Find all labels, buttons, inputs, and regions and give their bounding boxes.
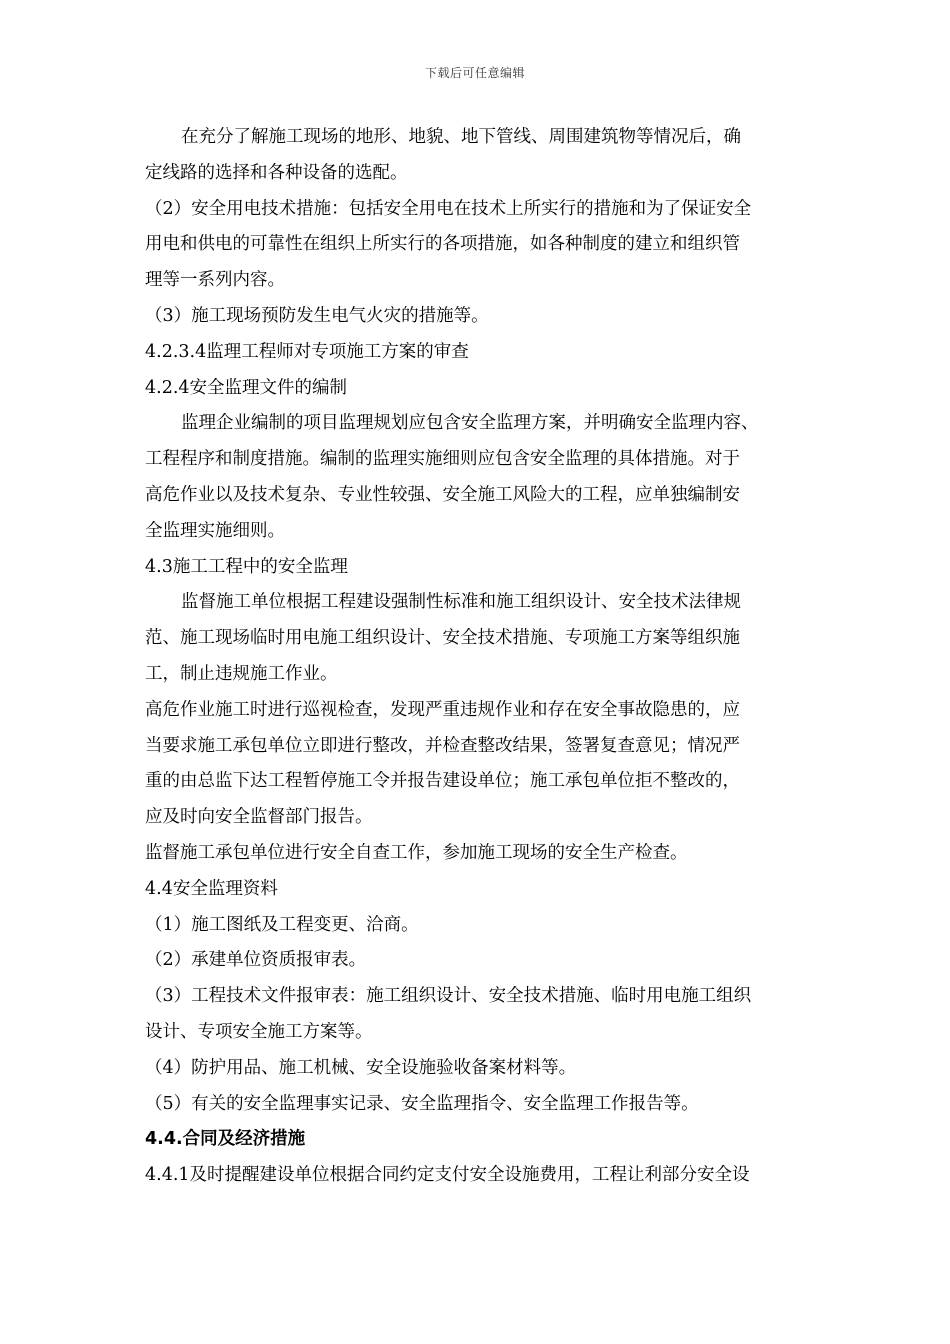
text-line: 范、施工现场临时用电施工组织设计、安全技术措施、专项施工方案等组织施 bbox=[145, 628, 740, 649]
text-line: 高危作业以及技术复杂、专业性较强、安全施工风险大的工程，应单独编制安 bbox=[145, 484, 740, 505]
text-line: 在充分了解施工现场的地形、地貌、地下管线、周围建筑物等情况后，确 bbox=[181, 127, 741, 147]
text-line: （1）施工图纸及工程变更、洽商。 bbox=[145, 914, 419, 935]
text-line: （4）防护用品、施工机械、安全设施验收备案材料等。 bbox=[145, 1057, 577, 1078]
text-line: 4.2.4安全监理文件的编制 bbox=[145, 377, 348, 398]
text-line: 监督施工承包单位进行安全自查工作，参加施工现场的安全生产检查。 bbox=[145, 842, 688, 863]
text-line: （5）有关的安全监理事实记录、安全监理指令、安全监理工作报告等。 bbox=[145, 1093, 699, 1114]
text-line: （2）承建单位资质报审表。 bbox=[145, 950, 367, 971]
section-heading: 4.4.合同及经济措施 bbox=[145, 1129, 306, 1150]
text-line: 定线路的选择和各种设备的选配。 bbox=[145, 162, 408, 183]
document-body bbox=[145, 120, 825, 1194]
text-line: 监理企业编制的项目监理规划应包含安全监理方案，并明确安全监理内容、 bbox=[181, 413, 759, 434]
text-line: 当要求施工承包单位立即进行整改，并检查整改结果，签署复查意见；情况严 bbox=[145, 735, 740, 756]
text-line: （3）施工现场预防发生电气火灾的措施等。 bbox=[145, 305, 489, 326]
text-line: 理等一系列内容。 bbox=[145, 270, 285, 291]
text-line: （3）工程技术文件报审表：施工组织设计、安全技术措施、临时用电施工组织 bbox=[145, 986, 752, 1007]
text-line: 4.3施工工程中的安全监理 bbox=[145, 556, 348, 577]
text-line: 4.4安全监理资料 bbox=[145, 878, 278, 899]
text-line: 重的由总监下达工程暂停施工令并报告建设单位；施工承包单位拒不整改的， bbox=[145, 771, 740, 792]
text-line: 4.2.3.4监理工程师对专项施工方案的审查 bbox=[145, 341, 469, 362]
text-line: 全监理实施细则。 bbox=[145, 520, 285, 541]
text-line: 4.4.1及时提醒建设单位根据合同约定支付安全设施费用，工程让利部分安全设 bbox=[145, 1165, 750, 1186]
text-line: 高危作业施工时进行巡视检查，发现严重违规作业和存在安全事故隐患的，应 bbox=[145, 699, 740, 720]
page-header: 下载后可任意编辑 bbox=[424, 66, 525, 80]
text-line: 用电和供电的可靠性在组织上所实行的各项措施，如各种制度的建立和组织管 bbox=[145, 234, 740, 255]
text-line: 设计、专项安全施工方案等。 bbox=[145, 1021, 373, 1042]
text-line: 监督施工单位根据工程建设强制性标准和施工组织设计、安全技术法律规 bbox=[181, 592, 741, 613]
text-line: 应及时向安全监督部门报告。 bbox=[145, 807, 373, 828]
text-line: 工，制止违规施工作业。 bbox=[145, 663, 338, 684]
text-line: （2）安全用电技术措施：包括安全用电在技术上所实行的措施和为了保证安全 bbox=[145, 198, 752, 219]
text-line: 工程程序和制度措施。编制的监理实施细则应包含安全监理的具体措施。对于 bbox=[145, 449, 740, 470]
